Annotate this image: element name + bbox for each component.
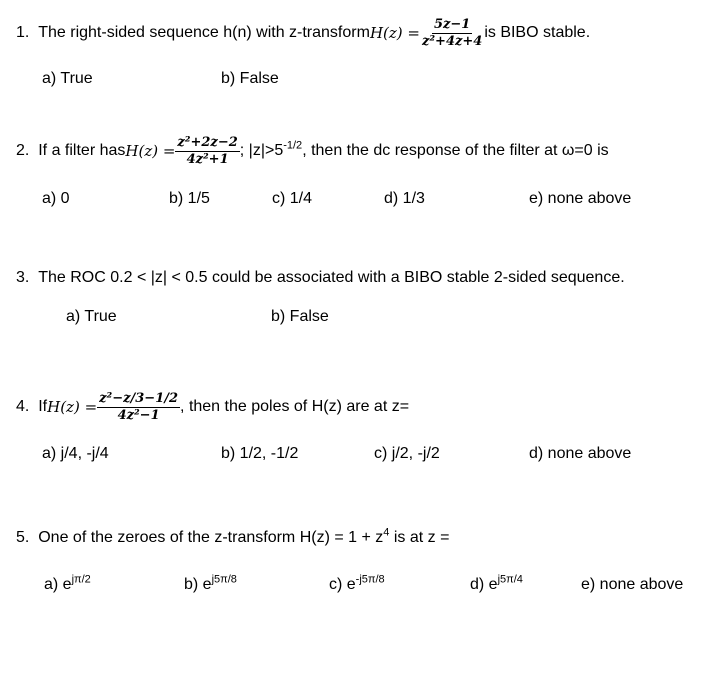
question-text: The right-sided sequence h(n) with z-transform bbox=[38, 24, 370, 41]
transfer-function-fraction bbox=[97, 392, 180, 422]
question-2 bbox=[16, 134, 609, 168]
question-text-end: , then the poles of H(z) are at z= bbox=[180, 398, 410, 415]
transfer-function-fraction bbox=[175, 136, 239, 166]
question-number: 2. bbox=[16, 142, 30, 159]
option-c[interactable]: c) j/2, -j/2 bbox=[374, 445, 440, 462]
question-number: 3. bbox=[16, 269, 30, 286]
question-text: One of the zeroes of the z-transform H(z) = 1 + z bbox=[38, 529, 384, 546]
roc-condition: ; $|z|>5^{-1/2}$ bbox=[239, 139, 303, 159]
question-text-end: , then the dc response of the filter at ω=0 is bbox=[302, 142, 609, 159]
option-d[interactable]: d) $e^{j5\pi/4}$ bbox=[470, 573, 523, 593]
question-text: If a filter has bbox=[38, 142, 126, 159]
question-3 bbox=[16, 269, 625, 287]
option-b[interactable]: b) False bbox=[271, 308, 329, 325]
fraction-numerator: z²+2z−2 bbox=[177, 134, 238, 150]
option-e[interactable]: e) none above bbox=[581, 576, 684, 593]
option-b[interactable]: b) $e^{j5\pi/8}$ bbox=[184, 573, 237, 593]
fraction-denominator: 4z²+1 bbox=[186, 151, 229, 167]
question-5 bbox=[16, 526, 450, 547]
option-a[interactable]: a) j/4, -j/4 bbox=[42, 445, 109, 462]
option-e[interactable]: e) none above bbox=[529, 190, 632, 207]
option-d[interactable]: d) none above bbox=[529, 445, 632, 462]
option-a[interactable]: a) True bbox=[66, 308, 117, 325]
option-b[interactable]: b) 1/2, -1/2 bbox=[221, 445, 299, 462]
question-1 bbox=[16, 18, 590, 48]
question-number: 4. bbox=[16, 398, 30, 415]
fraction-numerator: 5z−1 bbox=[433, 16, 471, 32]
question-text-end: is BIBO stable. bbox=[484, 24, 591, 41]
question-number: 5. bbox=[16, 529, 30, 546]
option-b[interactable]: b) False bbox=[221, 70, 279, 87]
fraction-denominator: z²+4z+4 bbox=[421, 33, 483, 49]
question-4 bbox=[16, 390, 409, 424]
option-a[interactable]: a) 0 bbox=[42, 190, 70, 207]
question-text: The ROC 0.2 < |z| < 0.5 could be associated with a BIBO stable 2-sided sequence. bbox=[38, 269, 625, 286]
exponent: 4 bbox=[383, 526, 390, 539]
option-c[interactable]: c) 1/4 bbox=[272, 190, 313, 207]
question-text: If bbox=[38, 398, 48, 415]
option-a[interactable]: a) True bbox=[42, 70, 93, 87]
fraction-numerator: z²−z/3−1/2 bbox=[99, 390, 179, 406]
option-d[interactable]: d) 1/3 bbox=[384, 190, 425, 207]
option-b[interactable]: b) 1/5 bbox=[169, 190, 210, 207]
option-a[interactable]: a) $e^{j\pi/2}$ bbox=[44, 573, 91, 593]
fraction-denominator: 4z²−1 bbox=[117, 407, 160, 423]
transfer-function-lhs: H(z) = bbox=[369, 24, 420, 42]
question-text-end: is at z = bbox=[389, 529, 450, 546]
transfer-function-lhs: H(z) = bbox=[125, 142, 176, 160]
transfer-function-lhs: H(z) = bbox=[47, 398, 98, 416]
question-number: 1. bbox=[16, 24, 30, 41]
transfer-function-fraction bbox=[420, 18, 484, 48]
option-c[interactable]: c) $e^{-j5\pi/8}$ bbox=[329, 573, 385, 593]
